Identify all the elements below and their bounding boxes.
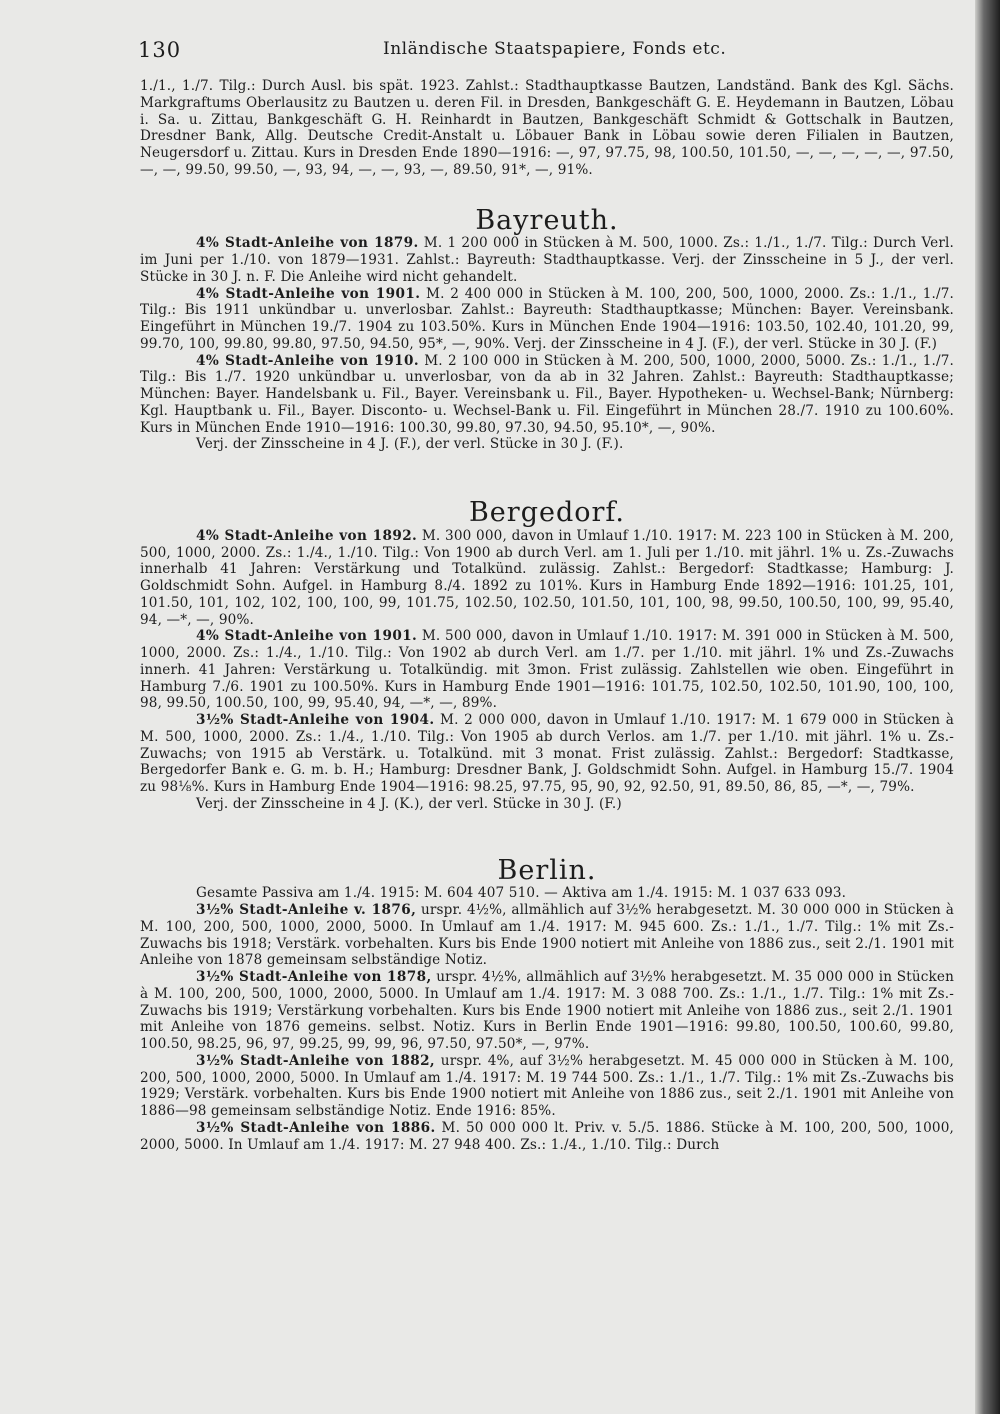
entry-bergedorf-1904: [140, 712, 954, 796]
entry-text: M. 50 000 000 lt. Priv. v. 5./5. 1886. Stücke à M. 100, 200, 500, 1000, 2000, 5000. In Umlauf am 1./4. 1917: M. 27 948 400. Zs.: 1./4., 1./10. Tilg.: Durch: [140, 1119, 954, 1153]
entry-text: M. 2 000 000, davon in Umlauf 1./10. 1917: M. 1 679 000 in Stücken à M. 500, 1000, 2000. Zs.: 1./4., 1./10. Tilg.: Von 1905 ab durch Verlos. am 1./7. per 1./10. mit jährl. 1% u. Zs.-Zuwachs; von 1915 ab Verstärk. u. Totalkünd. mit 3 monat. Frist zulässig. Zahlst.: Bergedorf: Stadtkasse, Bergedorfer Bank e. G. m. b. H.; Hamburg: Dresdner Bank, J. Goldschmidt Sohn. Aufgel. in Hamburg 15./7. 1904 zu 98⅛%. Kurs in Hamburg Ende 1904—1916: 98.25, 97.75, 95, 90, 92, 92.50, 91, 89.50, 86, 85, —*, —, 79%.: [140, 712, 954, 795]
entry-text: urspr. 4%, auf 3½% herabgesetzt. M. 45 000 000 in Stücken à M. 100, 200, 500, 1000, 2000, 5000. In Umlauf am 1./4. 1917: M. 19 744 500. Zs.: 1./1., 1./7. Tilg.: 1% mit Zs.-Zuwachs bis 1929; Verstärk. vorbehalten. Kurs bis Ende 1900 notiert mit Anleihe von 1886 zus., seit 2./1. 1901 mit Anleihe von 1886—98 gemeinsam selbständige Notiz. Ende 1916: 85%.: [140, 1052, 954, 1119]
entry-heading: 3½% Stadt-Anleihe von 1878,: [196, 969, 432, 985]
entry-bayreuth-1901: [140, 286, 954, 353]
intro-paragraph: 1./1., 1./7. Tilg.: Durch Ausl. bis spät. 1923. Zahlst.: Stadthauptkasse Bautzen, Landständ. Bank des Kgl. Sächs. Markgraftums Oberlausitz zu Bautzen u. deren Fil. in Dresden, Bankgeschäft G. E. Heydemann in Bautzen, Löbau i. Sa. u. Zittau, Bankgeschäft G. H. Reinhardt in Bautzen, Bankgeschäft Schmidt & Gottschalk in Bautzen, Dresdner Bank, Allg. Deutsche Credit-Anstalt u. Löbauer Bank in Löbau sowie deren Filialen in Bautzen, Neugersdorf u. Zittau. Kurs in Dresden Ende 1890—1916: —, 97, 97.75, 98, 100.50, 101.50, —, —, —, —, —, 97.50, —, —, 99.50, 99.50, —, 93, 94, —, —, 93, —, 89.50, 91*, —, 91%.: [140, 78, 954, 178]
entry-text: urspr. 4½%, allmählich auf 3½% herabgesetzt. M. 35 000 000 in Stücken à M. 100, 200, 500, 1000, 2000, 5000. In Umlauf am 1./4. 1917: M. 3 088 700. Zs.: 1./1., 1./7. Tilg.: 1% mit Zs.-Zuwachs bis 1919; Verstärkung vorbehalten. Kurs bis Ende 1900 notiert mit Anleihe von 1886 zus., seit 2./1. 1901 mit Anleihe von 1876 gemeins. selbst. Notiz. Kurs in Berlin Ende 1901—1916: 99.80, 100.50, 100.60, 99.80, 100.50, 98.25, 96, 97, 99.25, 99, 99, 96, 97.50, 97.50*, —, 97%.: [140, 969, 954, 1052]
verjaehrung-note: Verj. der Zinsscheine in 4 J. (K.), der verl. Stücke in 30 J. (F.): [196, 795, 622, 812]
page-header: [138, 38, 953, 64]
entry-text: M. 1 200 000 in Stücken à M. 500, 1000. Zs.: 1./1., 1./7. Tilg.: Durch Verl. im Juni per 1./10. von 1879—1931. Zahlst.: Bayreuth: Stadthauptkasse. Verj. der Zinsscheine in 5 J., der verl. Stücke in 30 J. n. F. Die Anleihe wird nicht gehandelt.: [140, 235, 954, 285]
page-content: [140, 78, 954, 1153]
entry-bayreuth-1879: [140, 235, 954, 285]
entry-berlin-1876: [140, 902, 954, 969]
entry-bayreuth-1910: [140, 353, 954, 437]
entry-heading: 3½% Stadt-Anleihe von 1882,: [196, 1052, 436, 1069]
section-title-bayreuth: Bayreuth.: [475, 204, 619, 236]
entry-bergedorf-1892: [140, 528, 954, 629]
entry-bergedorf-1901: [140, 628, 954, 712]
entry-text: M. 500 000, davon in Umlauf 1./10. 1917: M. 391 000 in Stücken à M. 500, 1000, 2000. Zs.: 1./4., 1./10. Tilg.: Von 1902 ab durch Verl. am 1./7. per 1./10. mit jährl. 1% und Zs.-Zuwachs innerh. 41 Jahren: Verstärkung u. Totalkündig. mit 3mon. Frist zulässig. Zahlstellen wie oben. Eingeführt in Hamburg 7./6. 1901 zu 100.50%. Kurs in Hamburg Ende 1901—1916: 101.75, 102.50, 102.50, 101.90, 100, 100, 98, 99.50, 100.50, 100, 99, 95.40, 94, —*, —, 89%.: [140, 628, 954, 712]
section-title-bergedorf: Bergedorf.: [468, 497, 626, 528]
section-title-berlin: Berlin.: [497, 854, 597, 886]
berlin-summary: Gesamte Passiva am 1./4. 1915: M. 604 407 510. — Aktiva am 1./4. 1915: M. 1 037 633 093.: [196, 885, 847, 902]
entry-heading: 4% Stadt-Anleihe von 1901.: [196, 628, 418, 645]
entry-berlin-1886: [140, 1120, 954, 1154]
entry-berlin-1878: [140, 969, 954, 1053]
entry-heading: 3½% Stadt-Anleihe von 1904.: [196, 712, 435, 728]
entry-heading: 4% Stadt-Anleihe von 1901.: [196, 285, 421, 302]
entry-heading: 4% Stadt-Anleihe von 1910.: [196, 352, 419, 369]
entry-heading: 3½% Stadt-Anleihe v. 1876,: [196, 902, 417, 918]
entry-text: M. 2 400 000 in Stücken à M. 100, 200, 500, 1000, 2000. Zs.: 1./1., 1./7. Tilg.: Bis 1911 unkündbar u. unverlosbar. Zahlst.: Bayreuth: Stadthauptkasse; München: Bayer. Vereinsbank. Eingeführt in München 19./7. 1904 zu 103.50%. Kurs in München Ende 1904—1916: 103.50, 102.40, 101.20, 99, 99.70, 100, 99.80, 99.80, 97.50, 94.50, 95*, —, 90%. Verj. der Zinsscheine in 4 J. (F.), der verl. Stücke in 30 J. (F.): [140, 285, 954, 352]
entry-text: M. 300 000, davon in Umlauf 1./10. 1917: M. 223 100 in Stücken à M. 200, 500, 1000, 2000. Zs.: 1./4., 1./10. Tilg.: Von 1900 ab durch Verl. am 1. Juli per 1./10. mit jährl. 1% u. Zs.-Zuwachs innerhalb 41 Jahren: Verstärkung und Totalkünd. zulässig. Zahlst.: Bergedorf: Stadtkasse; Hamburg: J. Goldschmidt Sohn. Aufgel. in Hamburg 8./4. 1892 zu 101%. Kurs in Hamburg Ende 1892—1916: 101.25, 101, 101.50, 101, 102, 102, 100, 100, 99, 101.75, 102.50, 102.50, 101.50, 101, 100, 98, 99.50, 100.50, 100, 99, 95.40, 94, —*, —, 90%.: [140, 527, 954, 628]
entry-heading: 3½% Stadt-Anleihe von 1886.: [196, 1119, 436, 1136]
entry-text: urspr. 4½%, allmählich auf 3½% herabgesetzt. M. 30 000 000 in Stücken à M. 100, 200, 500, 1000, 2000, 5000. In Umlauf am 1./4. 1917: M. 945 600. Zs.: 1./1., 1./7. Tilg.: 1% mit Zs.-Zuwachs bis 1918; Verstärk. vorbehalten. Kurs bis Ende 1900 notiert mit Anleihe von 1886 zus., seit 2./1. 1901 mit Anleihe von 1878 gemeinsam selbständige Notiz.: [140, 902, 954, 969]
entry-berlin-1882: [140, 1053, 954, 1120]
page-number: 130: [138, 38, 182, 62]
entry-heading: 4% Stadt-Anleihe von 1892.: [196, 527, 418, 544]
entry-text: M. 2 100 000 in Stücken à M. 200, 500, 1000, 2000, 5000. Zs.: 1./1., 1./7. Tilg.: Bis 1./7. 1920 unkündbar u. unverlosbar, von da ab in 32 Jahren. Zahlst.: Bayreuth: Stadthauptkasse; München: Bayer. Handelsbank u. Fil., Bayer. Vereinsbank u. Fil., Bayer. Hypotheken- u. Wechsel-Bank; Nürnberg: Kgl. Hauptbank u. Fil., Bayer. Disconto- u. Wechsel-Bank u. Fil. Eingeführt in München 28./7. 1910 zu 100.60%. Kurs in München Ende 1910—1916: 100.30, 99.80, 97.30, 94.50, 95.10*, —, 90%.: [140, 352, 954, 436]
running-title: Inländische Staatspapiere, Fonds etc.: [383, 39, 727, 59]
entry-heading: 4% Stadt-Anleihe von 1879.: [196, 235, 419, 252]
verjaehrung-note: Verj. der Zinsscheine in 4 J. (F.), der verl. Stücke in 30 J. (F.).: [196, 436, 624, 453]
book-spine-edge: [975, 0, 1000, 1414]
